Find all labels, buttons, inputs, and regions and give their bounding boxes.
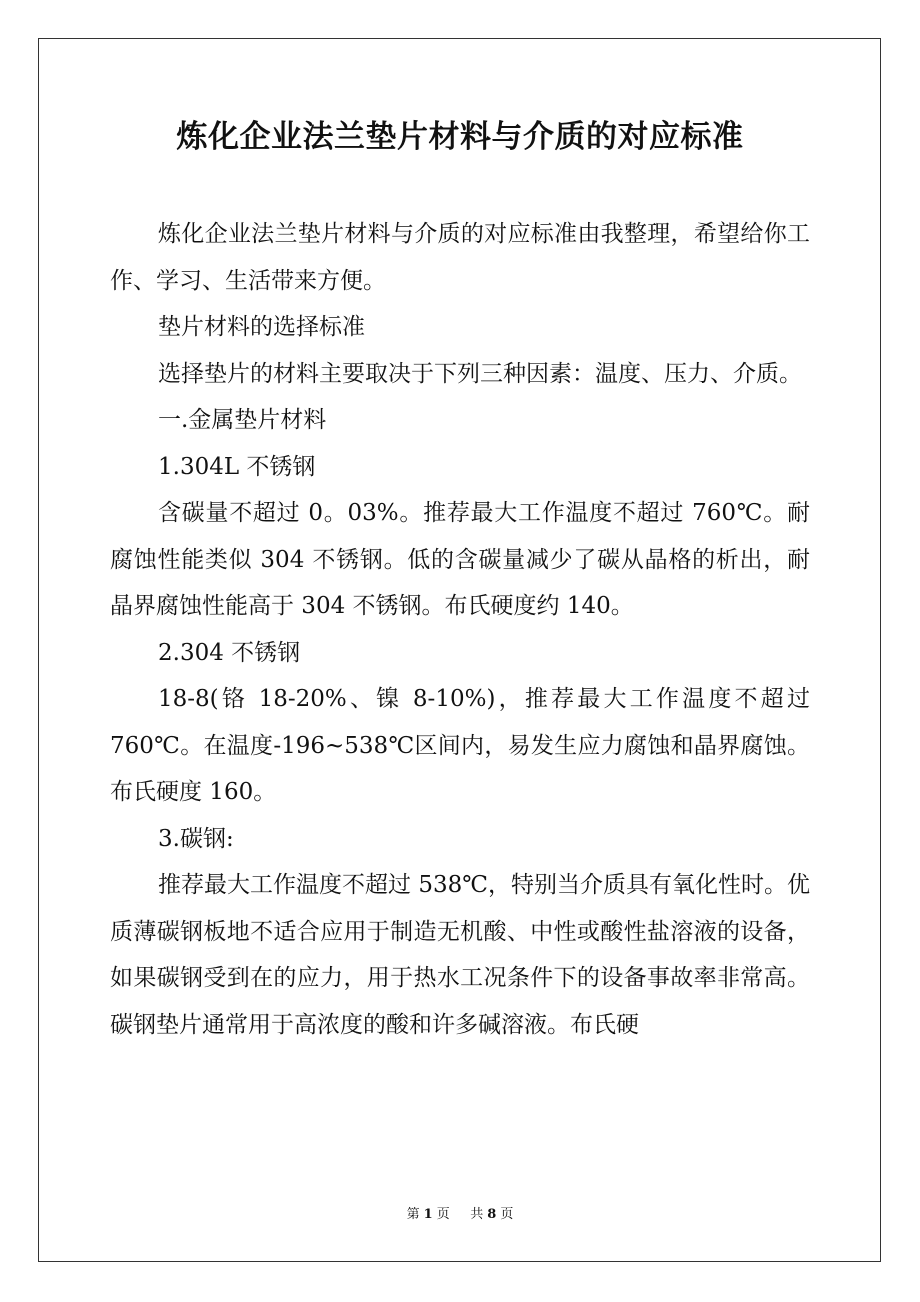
- footer-page-unit: 页: [436, 1207, 450, 1222]
- paragraph-selection-factors: 选择垫片的材料主要取决于下列三种因素：温度、压力、介质。: [158, 360, 802, 387]
- paragraph-intro: 炼化企业法兰垫片材料与介质的对应标准由我整理，希望给你工作、学习、生活带来方便。: [110, 221, 810, 294]
- paragraph-heading-304l: 1.304L 不锈钢: [158, 453, 316, 480]
- paragraph-heading-selection-standard: 垫片材料的选择标准: [158, 314, 365, 340]
- paragraph-heading-metal-gasket: 一.金属垫片材料: [158, 407, 327, 433]
- footer-page-current: 1: [423, 1207, 433, 1222]
- paragraph-carbon-steel-details: 推荐最大工作温度不超过 538℃，特别当介质具有氧化性时。优质薄碳钢板地不适合应用于制造无机酸、中性或酸性盐溶液的设备，如果碳钢受到在的应力，用于热水工况条件下的设备事故率非常高。碳钢垫片通常用于高浓度的酸和许多碱溶液。布氏硬: [110, 872, 810, 1038]
- footer-page-total: 8: [487, 1207, 497, 1222]
- document-title: 炼化企业法兰垫片材料与介质的对应标准: [176, 119, 744, 155]
- footer-total-prefix: 共: [470, 1207, 484, 1222]
- footer-page-prefix: 第: [406, 1207, 420, 1222]
- page-footer: [0, 1205, 920, 1225]
- paragraph-304-details: 18-8(铬 18-20%、镍 8-10%)，推荐最大工作温度不超过 760℃。在温度-196~538℃区间内，易发生应力腐蚀和晶界腐蚀。布氏硬度 160。: [110, 686, 810, 805]
- paragraph-304l-details: 含碳量不超过 0。03%。推荐最大工作温度不超过 760℃。耐腐蚀性能类似 304 不锈钢。低的含碳量减少了碳从晶格的析出，耐晶界腐蚀性能高于 304 不锈钢。布氏硬度约 140。: [110, 500, 810, 619]
- footer-total-unit: 页: [500, 1207, 514, 1222]
- paragraph-heading-304: 2.304 不锈钢: [158, 639, 301, 666]
- document-body: [110, 211, 810, 1048]
- paragraph-heading-carbon-steel: 3.碳钢:: [158, 825, 234, 852]
